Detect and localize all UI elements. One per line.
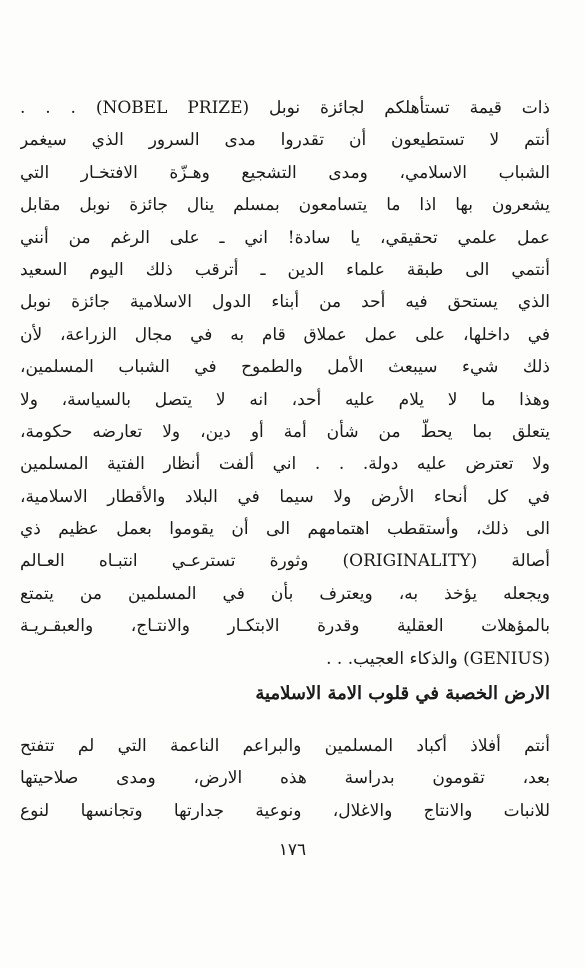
text-line: يشعرون بها اذا ما يتسامعون بمسلم ينال جائزة نوبل مقابل (20, 195, 550, 216)
text-line: الى ذلك، وأستقطب اهتمامهم الى أن يقوموا بعمل عظيم ذي (20, 519, 550, 540)
text-line: عمل علمي تحقيقي، يا سادة! اني ـ على الرغم من أنني (20, 227, 550, 248)
text-line: الشباب الاسلامي، ومدى التشجيع وهـزّة الافتخـار التي (20, 162, 550, 183)
text-line: في كل أنحاء الأرض ولا سيما في البلاد والأقطار الاسلامية، (20, 486, 550, 507)
text-line: ذات قيمة تستأهلكم لجائزة نوبل (NOBEL PRIZE) . . . (20, 98, 550, 118)
text-line: للانبات والانتاج والاغلال، ونوعية جدارتها وتجانسها لنوع (20, 800, 550, 821)
text-line: ذلك شيء سيبعث الأمل والطموح في الشباب المسلمين، (20, 357, 550, 378)
text-line: بعد، تقومون بدراسة هذه الارض، ومدى صلاحيتها (20, 768, 550, 789)
text-line: أنتم أفلاذ أكباد المسلمين والبراعم الناعمة التي لم تتفتح (20, 736, 550, 756)
text-line: (GENIUS) والذكاء العجيب. . . (326, 648, 550, 669)
text-line: أنتم لا تستطيعون أن تقدروا مدى السرور الذي سيغمر (20, 130, 550, 151)
text-line: في داخلها، على عمل عملاق قام به في مجال الزراعة، لأن (20, 324, 550, 345)
text-line: ولا تعترض عليه دولة. . . اني ألفت أنظار الفتية المسلمين (20, 454, 550, 475)
text-line: أنتمي الى طبقة علماء الدين ـ أترقب ذلك اليوم السعيد (20, 259, 550, 280)
text-line: بالمؤهلات العقلية وقدرة الابتكـار والانتـاج، والعبقـريـة (20, 616, 550, 637)
text-line: يتعلق بما يحطّ من شأن أمة أو دين، ولا تعارضه حكومة، (20, 421, 550, 442)
paragraph-2 (20, 730, 550, 827)
paragraph-1 (20, 92, 550, 675)
text-line: الذي يستحق فيه أحد من أبناء الدول الاسلامية جائزة نوبل (20, 292, 550, 313)
text-line: ويجعله يؤخذ به، ويعترف بأن في المسلمين من يتمتع (20, 583, 550, 604)
text-line: أصالة (ORIGINALITY) وثورة تسترعـي انتبـاه العـالم (20, 551, 550, 572)
page-number: ١٧٦ (278, 840, 307, 860)
section-heading: الارض الخصبة في قلوب الامة الاسلامية (255, 683, 550, 704)
text-line: وهذا ما لا يلام عليه أحد، انه لا يتصل بالسياسة، ولا (20, 389, 550, 410)
